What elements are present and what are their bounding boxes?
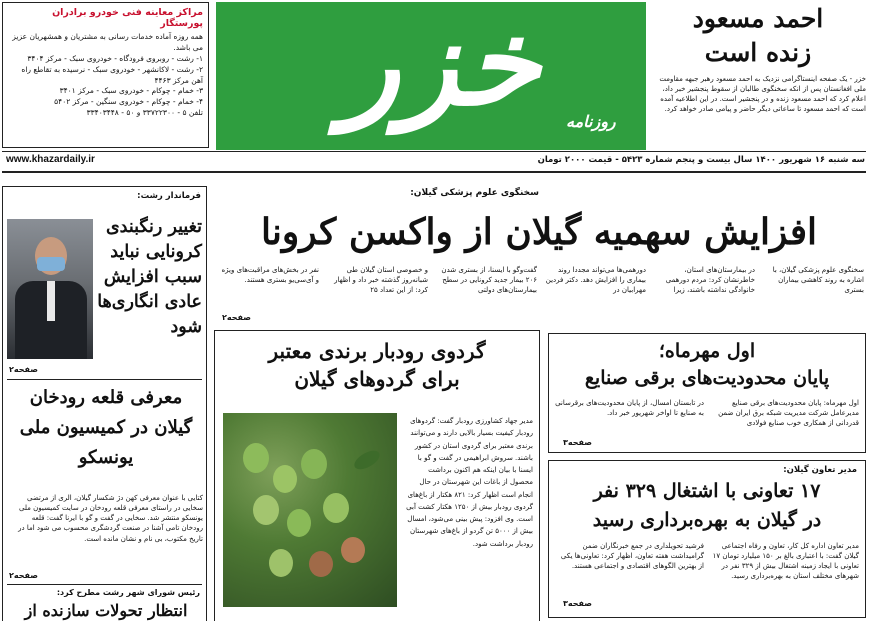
coop-headline: ۱۷ تعاونی با اشتغال ۳۲۹ نفر	[593, 480, 821, 502]
coop-headline: در گیلان به بهره‌برداری رسید	[592, 509, 822, 531]
main-headline: افزایش سهمیه گیلان از واکسن کرونا	[260, 211, 818, 253]
ad-intro: همه روزه آماده خدمات رسانی به مشتریان و همشهریان عزیز می باشد.	[12, 32, 203, 52]
electricity-columns	[549, 392, 865, 428]
walnut-headline: گردوی رودبار برندی معتبر	[268, 339, 486, 363]
page-ref: صفحه۲	[9, 365, 38, 374]
main-column: و خصوصی استان گیلان طی شبانه‌روز گذشته خبر داد و اظهار کرد: از این تعداد ۲۵	[334, 266, 428, 295]
left-column	[2, 186, 207, 621]
divider	[7, 379, 202, 380]
website-url[interactable]: www.khazardaily.ir	[6, 154, 95, 165]
governor-kicker: فرماندار رشت:	[137, 191, 201, 201]
walnut-photo	[223, 413, 397, 607]
council-headline: انتظار تحولات سازنده از	[24, 601, 188, 620]
ad-line: تلفن ۵ - ۳۳۷۲۲۳۰۰ و ۵۰ - ۳۳۴۰۳۴۴۸	[86, 108, 203, 118]
ad-line: ۴- خمام - چوکام - خودروی سنگین - مرکز ۵۴۰۲	[54, 97, 203, 107]
fortress-body: کتایی با عنوان معرفی کهن دژ شکسار گیلان، الری از مرتضی سخایی در راستای معرفی قلعه رودخان در سایت کمیسیون ملی یونسکو منتشر شد. سخایی در گفت و گو با ایرنا گفت: قلعه رودخان تامی آشنا در صنعت گردشگری محسوب می شود اما در تاریخ مکتوب، بی نام و نشان مانده است.	[18, 494, 203, 543]
electricity-headline: اول مهرماه؛	[658, 340, 756, 362]
governor-headline: تغییر رنگبندی کرونایی نباید سبب افزایش عادی انگاری‌ها شود	[97, 217, 202, 337]
coop-story	[548, 460, 866, 618]
ad-line: ۱- رشت - روبروی فرودگاه - خودروی سبک - مرکز ۳۴۰۴	[27, 53, 203, 63]
page-ref: صفحه۳	[563, 438, 592, 447]
top-story-headline: احمد مسعود	[692, 4, 824, 33]
main-column: دورهمی‌ها می‌تواند مجددا روند بیماری را افزایش دهد. دکتر فردین مهرابیان در	[545, 266, 646, 295]
divider	[7, 584, 202, 585]
logo-text: خزر	[341, 2, 541, 133]
ad-title: مراکز معاینه فنی خودرو برادران پورستگار	[52, 7, 203, 29]
electricity-column: در تابستان امسال، از پایان محدودیت‌های برقرسانی به صنایع تا اواخر شهریور خبر داد.	[555, 399, 704, 418]
top-story-body: خزر - یک صفحه اینستاگرامی نزدیک به احمد مسعود رهبر جبهه مقاومت ملی افغانستان پس از انکه سخنگوی طالبان از سقوط پنجشیر خبر داد، اعلام کرد که احمد مسعود زنده و در پنجشیر است. در این اطلاعیه آمده است که احمد مسعود تا ساعاتی دیگر حاضر و پیامی صادر خواهد کرد.	[659, 75, 866, 114]
top-story-headline: زنده است	[704, 38, 812, 67]
walnut-headline: برای گردوهای گیلان	[294, 367, 460, 391]
coop-column: مدیر تعاون اداره کل کار، تعاون و رفاه اجتماعی گیلان گفت: با اعتباری بالغ بر ۱۵۰ میلیارد تومان ۱۷ تعاونی با ایجاد زمینه اشتغال بیش از ۳۲۹ نفر در شهرهای مختلف استان به بهره‌برداری رسید.	[712, 542, 859, 581]
main-column: سخنگوی علوم پزشکی گیلان، با اشاره به روند کاهشی بیماران بستری	[772, 266, 864, 295]
electricity-column: اول مهرماه: پایان محدودیت‌های برقی صنایع مدیرعامل شرکت مدیریت شبکه برق ایران ضمن قدردانی از همکاری خوب صنایع فولادی	[718, 399, 859, 428]
governor-photo	[7, 219, 93, 359]
coop-kicker: مدیر تعاون گیلان:	[783, 465, 857, 475]
divider	[2, 151, 866, 152]
ad-line: ۲- رشت - لاکانشهر - خودروی سبک - نرسیده به تقاطع راه آهن مرکز ۴۴۶۳	[21, 64, 203, 85]
council-kicker: رئیس شورای شهر رشت مطرح کرد:	[56, 588, 200, 597]
page-ref: صفحه۲	[222, 313, 251, 322]
main-column: نفر در بخش‌های مراقبت‌های ویژه و آی‌سی‌یو بستری هستند.	[221, 266, 319, 285]
top-story	[650, 2, 866, 150]
dateline: سه شنبه ۱۶ شهریور ۱۴۰۰ سال بیست و پنجم شماره ۵۴۲۳ - قیمت ۲۰۰۰ تومان	[537, 155, 865, 165]
electricity-headline: پایان محدودیت‌های برقی صنایع	[584, 367, 830, 389]
electricity-story	[548, 333, 866, 453]
ad-line: ۳- خمام - چوکام - خودروی سبک - مرکز ۳۴۰۱	[59, 86, 203, 96]
fortress-headline: معرفی قلعه رودخان گیلان در کمیسیون ملی یونسکو	[19, 387, 193, 468]
main-column: گفت‌وگو با ایسنا، از بستری شدن ۲۰۶ بیمار جدید کرونایی در سطح بیمارستان‌های دولتی	[441, 266, 537, 295]
coop-columns	[549, 535, 865, 582]
main-kicker: سخنگوی علوم پزشکی گیلان:	[410, 188, 539, 198]
walnut-story	[214, 330, 540, 621]
main-column: در بیمارستان‌های استان، خاطرنشان کرد: مردم دورهمی خانوادگی نداشته باشند، زیرا	[665, 266, 755, 295]
coop-column: فرشید تحویلداری در جمع خبرنگاران ضمن گرامیداشت هفته تعاون، اظهار کرد: تعاونی‌ها یکی از بهترین الگوهای اقتصادی و اجتماعی هستند.	[560, 542, 704, 571]
ad-box	[2, 2, 209, 148]
logo-subtitle: روزنامه	[566, 112, 616, 131]
page-ref: صفحه۲	[9, 571, 38, 580]
masthead-logo	[216, 2, 646, 150]
main-story-columns	[216, 265, 864, 295]
page-ref: صفحه۳	[563, 599, 592, 608]
walnut-body: مدیر جهاد کشاورزی رودبار گفت: گردوهای رودبار کیفیت بسیار بالایی دارند و می‌توانند برندی معتبر برای گردوی استان در کشور باشند. سروش ابراهیمی در گفت و گو با ایسنا با بیان اینکه هم اکنون برداشت محصول از باغات این شهرستان در حال انجام است اظهار کرد: ۸۲۱ هکتار از باغ‌های گردوی رودبار بیش از ۱۲۵۰ هکتار کشت آبی است. وی افزود: پیش بینی می‌شود، امسال بیش از ۵۰۰۰ تن گردو از باغ‌های شهرستان رودبار برداشت شود.	[406, 417, 533, 548]
divider	[2, 171, 866, 173]
